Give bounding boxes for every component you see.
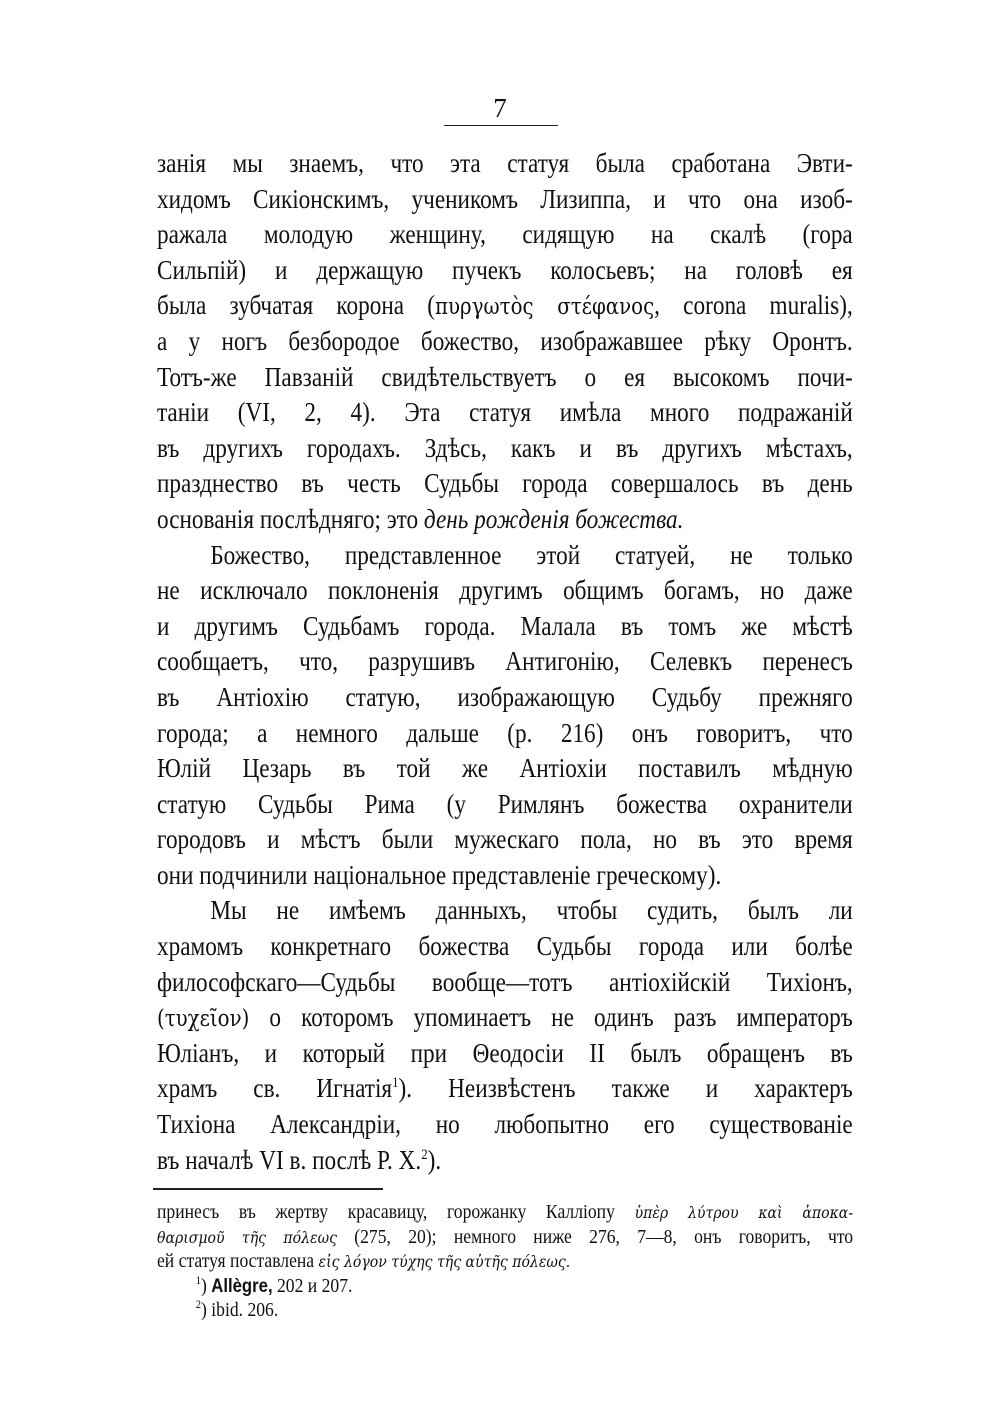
greek-phrase: πυργωτὸς στέφανος [435, 294, 655, 321]
text-line: Тихіона Александріи, но любопытно его существованіе [157, 1109, 853, 1140]
text-line: не исключало поклоненія другимъ общимъ богамъ, но даже [157, 575, 853, 606]
text-line: они подчинили національное представленіе греческому). [157, 859, 722, 890]
text-line: Юлій Цезарь въ той же Антіохіи поставилъ мѣдную [157, 753, 853, 784]
text-line: таніи (VI, 2, 4). Эта статуя имѣла много подражаній [157, 397, 853, 428]
text-fragment: о которомъ упоминаетъ не одинъ разъ императоръ [249, 1002, 853, 1033]
page-number: 7 [493, 93, 507, 123]
footnote-text: ) ibid. 206. [201, 1299, 279, 1321]
text-line [157, 1071, 853, 1107]
text-line: храмомъ конкретнаго божества Судьбы города или болѣе [157, 931, 853, 962]
text-fragment: ). [427, 1144, 442, 1175]
text-fragment: храмъ св. Игнатія [157, 1073, 393, 1104]
text-line: а у ногъ безбородое божество, изображавшее рѣку Оронтъ. [157, 325, 853, 356]
footnote-text: 202 и 207. [272, 1274, 353, 1297]
footnote-marker: 1 [195, 1272, 201, 1287]
text-line [157, 1000, 853, 1036]
footnote-continuation-line [157, 1200, 853, 1225]
footnote-2 [157, 1298, 853, 1323]
text-line [157, 502, 853, 538]
text-fragment: въ началѣ VI в. послѣ Р. Х. [157, 1144, 422, 1175]
footnote-continuation-line [157, 1249, 853, 1274]
text-fragment: основанія послѣдняго; это [157, 503, 424, 534]
paragraph-start: Божество, представленное этой статуей, не только [210, 539, 853, 570]
footnote-separator [153, 1188, 383, 1190]
greek-phrase: εἰς λόγον τύχης τῆς αὐτῆς πόλεως. [318, 1252, 571, 1271]
greek-phrase: ὑπὲρ λύτρου καὶ ἀποκα- [634, 1203, 854, 1222]
text-line: и другимъ Судьбамъ города. Малала въ томъ же мѣстѣ [157, 610, 853, 641]
body-text [157, 146, 853, 1178]
text-line [157, 1143, 853, 1179]
italic-phrase: день рожденія божества. [423, 503, 684, 534]
footnote-ref-2[interactable]: 2 [421, 1146, 428, 1163]
footnote-continuation-line [157, 1225, 853, 1250]
text-line: городовъ и мѣстъ были мужескаго пола, но въ это время [157, 824, 853, 855]
text-fragment: была зубчатая корона ( [157, 290, 436, 321]
text-line: сообщаетъ, что, разрушивъ Антигонію, Селевкъ перенесъ [157, 646, 853, 677]
footnotes [157, 1200, 853, 1323]
text-line: празднество въ честь Судьбы города совершалось въ день [157, 468, 853, 499]
text-line: города; а немного дальше (р. 216) онъ говоритъ, что [157, 717, 853, 748]
footnote-marker: 2 [195, 1297, 201, 1311]
text-line: занія мы знаемъ, что эта статуя была сработана Эвти- [157, 148, 853, 178]
text-line: Сильпій) и держащую пучекъ колосьевъ; на головѣ ея [157, 254, 853, 285]
text-fragment: ей статуя поставлена [157, 1250, 319, 1272]
text-fragment: ). Неизвѣстенъ также и характеръ [398, 1073, 853, 1104]
text-line: статую Судьбы Рима (у Римлянъ божества охранители [157, 788, 853, 819]
paragraph-start: Мы не имѣемъ данныхъ, чтобы судить, былъ ли [210, 895, 853, 926]
greek-phrase: (τυχεῖον) [157, 1006, 250, 1033]
text-line: хидомъ Сикіонскимъ, ученикомъ Лизиппа, и что она изоб- [157, 183, 853, 214]
text-fragment: принесъ въ жертву красавицу, горожанку Калліопу [157, 1201, 635, 1223]
page-number-rule [444, 125, 558, 126]
greek-phrase: θαρισμοῦ τῆς πόλεως [157, 1227, 337, 1247]
text-line: Юліанъ, и который при Θеодосіи II былъ обращенъ въ [157, 1037, 853, 1068]
text-fragment: , corona muralis), [654, 290, 853, 321]
text-line [157, 288, 853, 324]
footnote-author: Allègre, [211, 1275, 273, 1297]
footnote-1: $^1$) Allègre, 202 и 207. [195, 1272, 353, 1297]
text-fragment: (275, 20); немного ниже 276, 7—8, онъ говоритъ, что [336, 1225, 854, 1248]
footnote-ref-1[interactable]: 1 [392, 1075, 399, 1092]
text-line: философскаго—Судьбы вообще—тотъ антіохійскій Тихіонъ, [157, 966, 853, 997]
text-line: въ Антіохію статую, изображающую Судьбу прежняго [157, 681, 853, 712]
text-line: Тотъ-же Павзаній свидѣтельствуетъ о ея высокомъ почи- [157, 361, 853, 392]
text-line: ражала молодую женщину, сидящую на скалѣ (гора [157, 219, 853, 250]
text-line: въ другихъ городахъ. Здѣсь, какъ и въ другихъ мѣстахъ, [157, 432, 853, 463]
